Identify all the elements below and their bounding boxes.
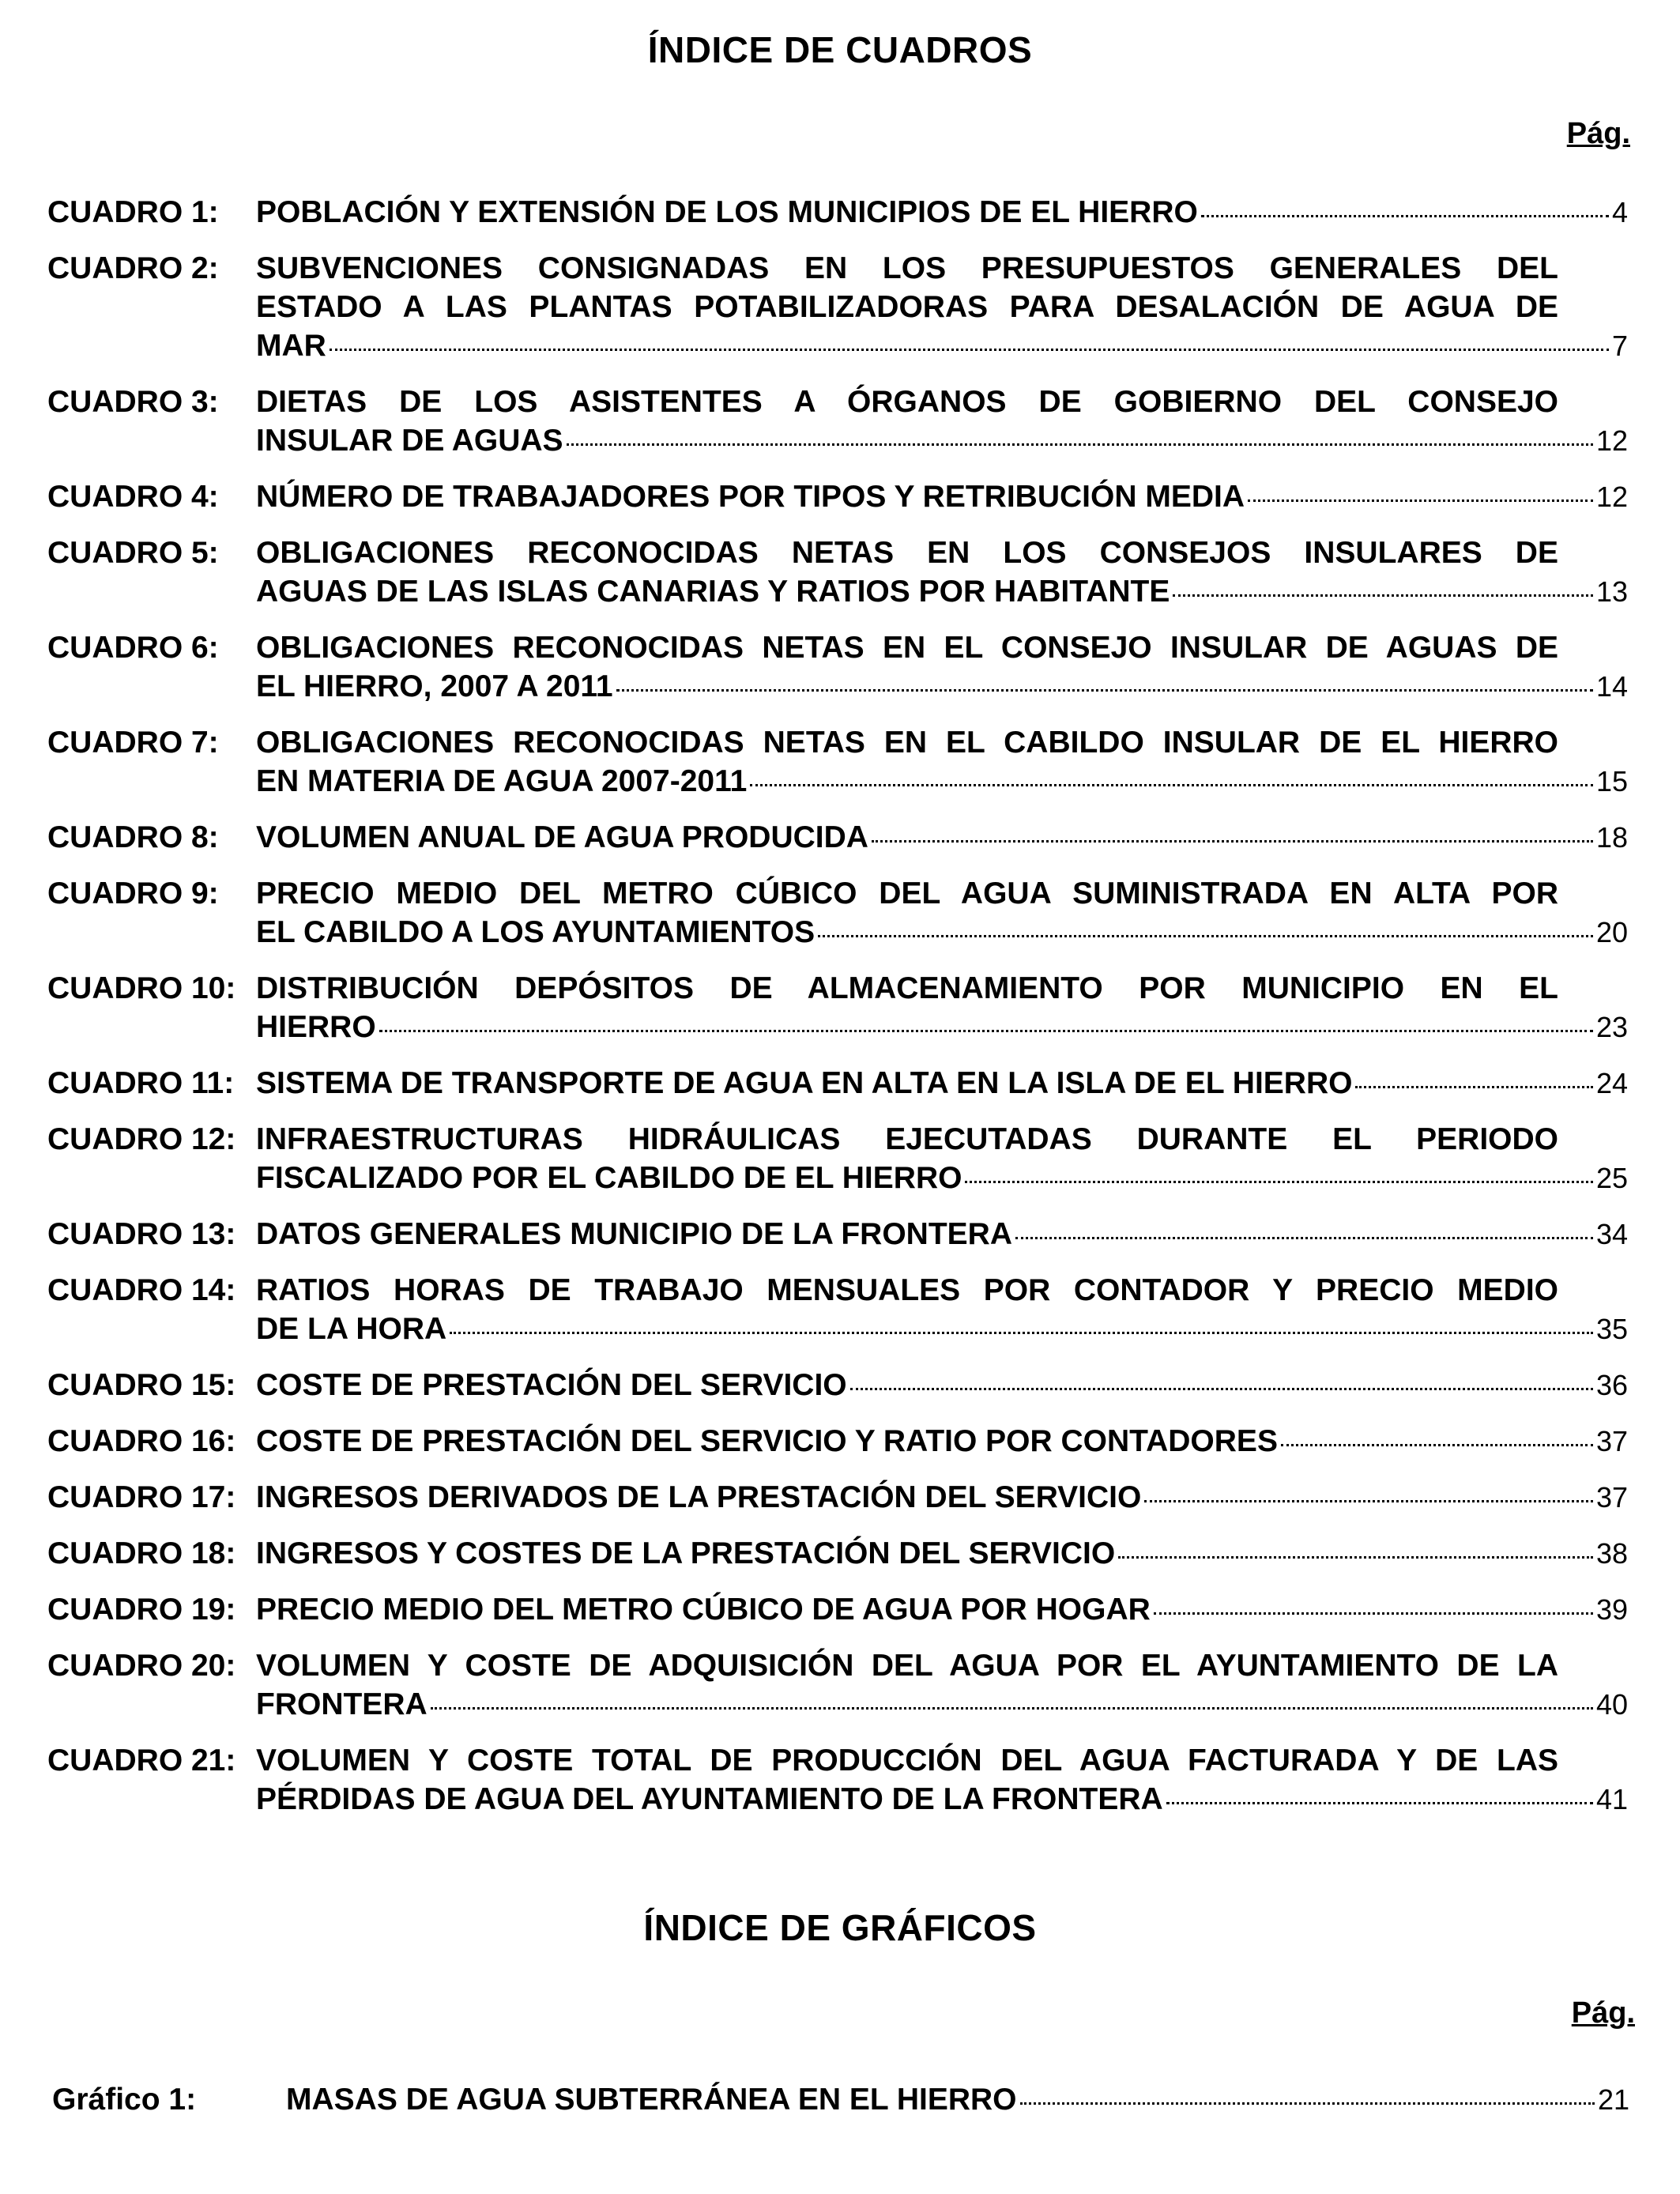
toc-entry-title-line xyxy=(256,1271,1628,1310)
dot-leader xyxy=(1248,499,1593,502)
toc-entry xyxy=(47,249,1628,365)
dot-leader xyxy=(379,1030,1593,1032)
toc-entry-title-text: NÚMERO DE TRABAJADORES POR TIPOS Y RETRIBUCIÓN MEDIA xyxy=(256,480,1245,514)
toc-entry-page-number: 25 xyxy=(1595,1162,1628,1194)
toc-entry-title-line xyxy=(256,572,1628,611)
toc-entry-label: CUADRO 7: xyxy=(47,726,219,760)
toc-entry-title-text: EN MATERIA DE AGUA 2007-2011 xyxy=(256,764,748,798)
toc-entry-page-number: 24 xyxy=(1595,1067,1628,1099)
toc-entry xyxy=(47,1478,1628,1517)
toc-entry-title xyxy=(256,1478,1628,1517)
toc-entry-title xyxy=(256,628,1628,706)
toc-entry-label: CUADRO 9: xyxy=(47,876,219,910)
dot-leader xyxy=(1355,1086,1593,1088)
toc-entry-label: CUADRO 1: xyxy=(47,195,219,229)
toc-entry-title-text: DATOS GENERALES MUNICIPIO DE LA FRONTERA xyxy=(256,1217,1012,1251)
toc-entry-title-text: MASAS DE AGUA SUBTERRÁNEA EN EL HIERRO xyxy=(286,2083,1017,2117)
toc-entry-page-number: 37 xyxy=(1595,1481,1628,1514)
dot-leader xyxy=(1118,1556,1593,1559)
toc-entry-title-text: AGUAS DE LAS ISLAS CANARIAS Y RATIOS POR HABITANTE xyxy=(256,575,1170,609)
toc-entry-title-text: INFRAESTRUCTURAS HIDRÁULICAS EJECUTADAS DURANTE EL PERIODO xyxy=(256,1122,1558,1156)
dot-leader xyxy=(616,689,1593,692)
toc-entry-title-line xyxy=(256,1215,1628,1253)
toc-entry-title xyxy=(256,1366,1628,1404)
toc-entry-title xyxy=(256,193,1628,232)
toc-entry-title xyxy=(256,723,1628,801)
toc-entry xyxy=(47,723,1628,801)
toc-entry-title xyxy=(256,1120,1628,1197)
toc-entry-page-number: 13 xyxy=(1595,575,1628,608)
graficos-page-header: Pág. xyxy=(1571,1996,1635,2030)
toc-entry-title xyxy=(256,1741,1628,1819)
toc-entry-title-line xyxy=(256,421,1628,460)
toc-entry-label: CUADRO 5: xyxy=(47,536,219,570)
toc-entry-label: CUADRO 3: xyxy=(47,385,219,419)
toc-entry-title xyxy=(256,383,1628,460)
dot-leader xyxy=(1144,1500,1593,1502)
toc-entry-title-line xyxy=(256,969,1628,1008)
toc-entry-title-text: ESTADO A LAS PLANTAS POTABILIZADORAS PARA DESALACIÓN DE AGUA DE xyxy=(256,290,1558,324)
toc-entry-title xyxy=(256,1215,1628,1253)
toc-entry-title-text: DISTRIBUCIÓN DEPÓSITOS DE ALMACENAMIENTO POR MUNICIPIO EN EL xyxy=(256,971,1558,1005)
toc-entry-title-line xyxy=(256,1478,1628,1517)
toc-entry-page-number: 14 xyxy=(1595,670,1628,703)
dot-leader xyxy=(567,443,1593,446)
toc-entry-title-line xyxy=(256,383,1628,421)
toc-entry xyxy=(47,193,1628,232)
toc-entry-title-text: INGRESOS Y COSTES DE LA PRESTACIÓN DEL SERVICIO xyxy=(256,1536,1116,1570)
toc-entry xyxy=(47,1215,1628,1253)
toc-entry-title-line xyxy=(256,913,1628,952)
toc-entry-title-line xyxy=(256,667,1628,706)
toc-entry-title-line xyxy=(256,723,1628,762)
dot-leader xyxy=(872,840,1593,843)
toc-entry-page-number: 20 xyxy=(1595,916,1628,948)
toc-entry-title-text: SUBVENCIONES CONSIGNADAS EN LOS PRESUPUESTOS GENERALES DEL xyxy=(256,251,1558,285)
graficos-toc-list xyxy=(52,2080,1629,2119)
toc-entry-title-line xyxy=(256,1590,1628,1629)
toc-entry-label: CUADRO 4: xyxy=(47,480,219,514)
dot-leader xyxy=(431,1707,1593,1710)
toc-entry-title-line xyxy=(256,288,1628,326)
dot-leader xyxy=(1201,215,1609,217)
toc-entry-title-line xyxy=(256,1422,1628,1461)
toc-entry-page-number: 12 xyxy=(1595,481,1628,513)
toc-entry-label: CUADRO 8: xyxy=(47,820,219,854)
toc-entry-title xyxy=(256,1590,1628,1629)
toc-entry xyxy=(47,1422,1628,1461)
toc-entry-label: CUADRO 15: xyxy=(47,1368,236,1402)
toc-entry-page-number: 37 xyxy=(1595,1425,1628,1457)
toc-entry-label: CUADRO 16: xyxy=(47,1424,236,1458)
toc-entry-title-text: HIERRO xyxy=(256,1010,376,1044)
toc-entry xyxy=(47,1741,1628,1819)
toc-entry-title xyxy=(256,533,1628,611)
toc-entry-label: CUADRO 20: xyxy=(47,1649,236,1683)
toc-entry-title xyxy=(256,818,1628,857)
toc-entry-label: CUADRO 18: xyxy=(47,1536,236,1570)
toc-entry-title-text: SISTEMA DE TRANSPORTE DE AGUA EN ALTA EN LA ISLA DE EL HIERRO xyxy=(256,1066,1353,1100)
toc-entry-title xyxy=(256,1646,1628,1724)
toc-entry-title-line xyxy=(286,2080,1629,2119)
toc-entry-title xyxy=(256,249,1628,365)
toc-entry-title-text: FRONTERA xyxy=(256,1687,428,1721)
toc-entry-page-number: 35 xyxy=(1595,1313,1628,1345)
toc-entry-page-number: 40 xyxy=(1595,1688,1628,1721)
toc-entry-title-line xyxy=(256,477,1628,516)
toc-entry-title-line xyxy=(256,762,1628,801)
toc-entry xyxy=(47,969,1628,1046)
toc-entry-title xyxy=(286,2080,1629,2119)
toc-entry-title-text: PÉRDIDAS DE AGUA DEL AYUNTAMIENTO DE LA FRONTERA xyxy=(256,1782,1163,1816)
toc-entry-label: CUADRO 2: xyxy=(47,251,219,285)
toc-entry-title-text: INGRESOS DERIVADOS DE LA PRESTACIÓN DEL SERVICIO xyxy=(256,1480,1142,1514)
toc-entry-title-text: DE LA HORA xyxy=(256,1312,447,1346)
toc-entry-title xyxy=(256,1422,1628,1461)
toc-entry xyxy=(47,1271,1628,1348)
toc-entry-title-text: EL CABILDO A LOS AYUNTAMIENTOS xyxy=(256,915,816,949)
dot-leader xyxy=(450,1332,1593,1334)
toc-entry xyxy=(47,818,1628,857)
toc-entry-title-text: POBLACIÓN Y EXTENSIÓN DE LOS MUNICIPIOS DE EL HIERRO xyxy=(256,195,1198,229)
dot-leader xyxy=(1154,1612,1593,1615)
toc-entry xyxy=(47,874,1628,952)
toc-entry-title-line xyxy=(256,1064,1628,1103)
toc-entry xyxy=(47,628,1628,706)
graficos-index-title: ÍNDICE DE GRÁFICOS xyxy=(643,1907,1037,1948)
toc-entry-page-number: 41 xyxy=(1595,1783,1628,1815)
cuadros-toc-list xyxy=(47,193,1628,1836)
toc-entry-title-text: INSULAR DE AGUAS xyxy=(256,424,563,458)
toc-entry-title-line xyxy=(256,874,1628,913)
dot-leader xyxy=(1020,2102,1595,2105)
toc-entry-page-number: 34 xyxy=(1595,1218,1628,1250)
toc-entry-title-text: COSTE DE PRESTACIÓN DEL SERVICIO xyxy=(256,1368,847,1402)
dot-leader xyxy=(818,935,1593,937)
toc-entry-page-number: 36 xyxy=(1595,1369,1628,1401)
toc-entry-title-line xyxy=(256,628,1628,667)
toc-entry xyxy=(47,1064,1628,1103)
toc-entry-title-text: EL HIERRO, 2007 A 2011 xyxy=(256,669,613,703)
toc-entry-label: CUADRO 10: xyxy=(47,971,236,1005)
toc-entry xyxy=(47,1590,1628,1629)
toc-entry-title-text: OBLIGACIONES RECONOCIDAS NETAS EN EL CONSEJO INSULAR DE AGUAS DE xyxy=(256,631,1558,665)
toc-entry xyxy=(47,1366,1628,1404)
toc-entry-title-text: VOLUMEN Y COSTE TOTAL DE PRODUCCIÓN DEL AGUA FACTURADA Y DE LAS xyxy=(256,1744,1558,1777)
toc-entry-title-line xyxy=(256,818,1628,857)
toc-entry-page-number: 7 xyxy=(1611,330,1628,362)
toc-entry-title-text: VOLUMEN ANUAL DE AGUA PRODUCIDA xyxy=(256,820,868,854)
toc-entry-title-line xyxy=(256,326,1628,365)
dot-leader xyxy=(330,349,1609,351)
toc-entry xyxy=(47,1534,1628,1573)
toc-entry-title xyxy=(256,1064,1628,1103)
toc-entry-page-number: 4 xyxy=(1611,196,1628,228)
toc-entry-label: Gráfico 1: xyxy=(52,2083,197,2117)
dot-leader xyxy=(1173,594,1593,597)
toc-entry xyxy=(47,383,1628,460)
toc-entry-title-line xyxy=(256,1534,1628,1573)
toc-entry-title xyxy=(256,874,1628,952)
toc-entry-title-line xyxy=(256,193,1628,232)
toc-entry-label: CUADRO 11: xyxy=(47,1066,235,1100)
toc-entry-page-number: 15 xyxy=(1595,765,1628,797)
toc-entry-page-number: 21 xyxy=(1597,2083,1629,2116)
toc-entry-title-line xyxy=(256,1366,1628,1404)
toc-entry-title-line xyxy=(256,1120,1628,1159)
toc-entry-title-line xyxy=(256,533,1628,572)
toc-entry-page-number: 12 xyxy=(1595,424,1628,457)
toc-entry-title-line xyxy=(256,249,1628,288)
dot-leader xyxy=(1281,1444,1593,1446)
dot-leader xyxy=(750,784,1593,786)
dot-leader xyxy=(1166,1802,1593,1804)
toc-entry-label: CUADRO 21: xyxy=(47,1744,236,1777)
toc-entry-title-text: PRECIO MEDIO DEL METRO CÚBICO DE AGUA POR HOGAR xyxy=(256,1593,1151,1627)
toc-entry-title xyxy=(256,1271,1628,1348)
toc-entry-title-text: RATIOS HORAS DE TRABAJO MENSUALES POR CONTADOR Y PRECIO MEDIO xyxy=(256,1273,1558,1307)
dot-leader xyxy=(965,1181,1593,1183)
toc-entry xyxy=(47,1120,1628,1197)
toc-entry-title-text: OBLIGACIONES RECONOCIDAS NETAS EN EL CABILDO INSULAR DE EL HIERRO xyxy=(256,726,1558,760)
cuadros-index-title: ÍNDICE DE CUADROS xyxy=(647,29,1033,70)
toc-entry-label: CUADRO 13: xyxy=(47,1217,236,1251)
toc-entry xyxy=(47,1646,1628,1724)
toc-entry-title-text: FISCALIZADO POR EL CABILDO DE EL HIERRO xyxy=(256,1161,962,1195)
toc-entry-label: CUADRO 17: xyxy=(47,1480,236,1514)
toc-entry-title-text: PRECIO MEDIO DEL METRO CÚBICO DEL AGUA SUMINISTRADA EN ALTA POR xyxy=(256,876,1558,910)
toc-entry-title-text: VOLUMEN Y COSTE DE ADQUISICIÓN DEL AGUA POR EL AYUNTAMIENTO DE LA xyxy=(256,1649,1558,1683)
toc-entry-label: CUADRO 14: xyxy=(47,1273,236,1307)
toc-entry-title xyxy=(256,477,1628,516)
toc-entry-page-number: 38 xyxy=(1595,1537,1628,1570)
toc-entry-title-text: COSTE DE PRESTACIÓN DEL SERVICIO Y RATIO POR CONTADORES xyxy=(256,1424,1278,1458)
toc-entry-title-line xyxy=(256,1741,1628,1780)
toc-entry-title xyxy=(256,1534,1628,1573)
toc-entry-title-text: DIETAS DE LOS ASISTENTES A ÓRGANOS DE GOBIERNO DEL CONSEJO xyxy=(256,385,1558,419)
toc-entry-label: CUADRO 6: xyxy=(47,631,219,665)
toc-entry-title-text: OBLIGACIONES RECONOCIDAS NETAS EN LOS CONSEJOS INSULARES DE xyxy=(256,536,1558,570)
toc-entry-title-line xyxy=(256,1646,1628,1685)
cuadros-page-header: Pág. xyxy=(1566,117,1630,150)
toc-entry xyxy=(47,533,1628,611)
toc-entry-title xyxy=(256,969,1628,1046)
toc-entry-title-line xyxy=(256,1159,1628,1197)
toc-entry-title-text: MAR xyxy=(256,329,326,363)
toc-entry-title-line xyxy=(256,1685,1628,1724)
dot-leader xyxy=(850,1388,1593,1390)
toc-entry-title-line xyxy=(256,1008,1628,1046)
toc-entry-label: CUADRO 12: xyxy=(47,1122,236,1156)
toc-entry-title-line xyxy=(256,1780,1628,1819)
toc-entry-label: CUADRO 19: xyxy=(47,1593,236,1627)
toc-entry xyxy=(47,477,1628,516)
toc-entry-page-number: 39 xyxy=(1595,1593,1628,1626)
toc-entry-page-number: 18 xyxy=(1595,821,1628,854)
dot-leader xyxy=(1015,1237,1593,1239)
toc-entry-title-line xyxy=(256,1310,1628,1348)
toc-entry-page-number: 23 xyxy=(1595,1011,1628,1043)
